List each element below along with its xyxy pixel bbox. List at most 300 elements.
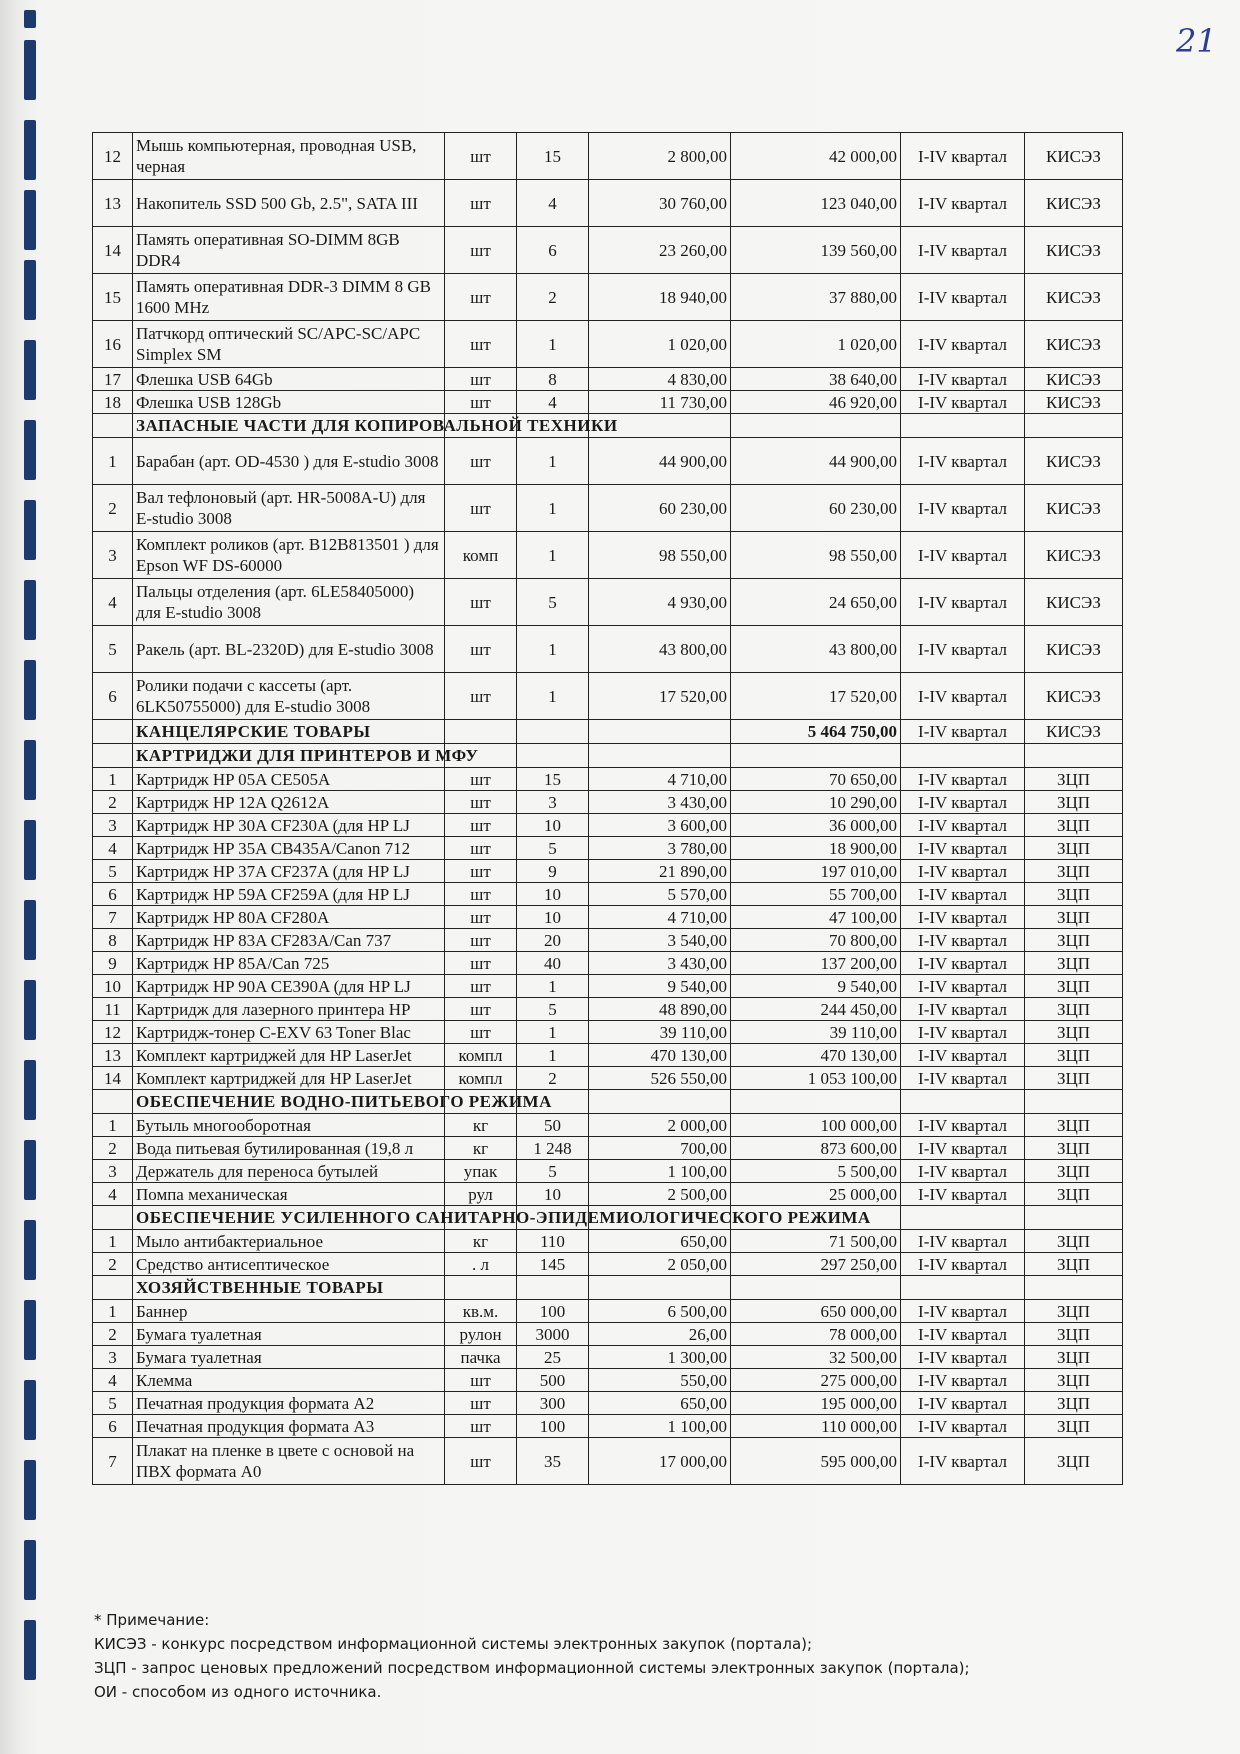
- qty-cell: 100: [517, 1300, 589, 1323]
- price-cell: 1 020,00: [589, 321, 731, 368]
- table-row: [93, 133, 1123, 180]
- row-number: 3: [93, 814, 133, 837]
- sum-cell: 197 010,00: [731, 860, 901, 883]
- price-cell: 3 600,00: [589, 814, 731, 837]
- period-cell: I-IV квартал: [901, 1323, 1025, 1346]
- qty-cell: 100: [517, 1415, 589, 1438]
- table-row: [93, 1160, 1123, 1183]
- binding-hole: [24, 1620, 36, 1680]
- method-cell: ЗЦП: [1025, 791, 1123, 814]
- method-cell: [1025, 1206, 1123, 1230]
- row-number: 12: [93, 1021, 133, 1044]
- sum-cell: 275 000,00: [731, 1369, 901, 1392]
- unit-cell: шт: [445, 791, 517, 814]
- unit-cell: шт: [445, 673, 517, 720]
- qty-cell: 3: [517, 791, 589, 814]
- method-cell: ЗЦП: [1025, 1114, 1123, 1137]
- binding-hole: [24, 40, 36, 100]
- row-number: 8: [93, 929, 133, 952]
- row-number: 7: [93, 1438, 133, 1485]
- binding-hole: [24, 10, 36, 28]
- table-row: [93, 673, 1123, 720]
- row-number: 13: [93, 1044, 133, 1067]
- table-row: [93, 998, 1123, 1021]
- method-cell: КИСЭЗ: [1025, 532, 1123, 579]
- item-name: Мышь компьютерная, проводная USB, черная: [133, 133, 445, 180]
- item-name: Бумага туалетная: [133, 1346, 445, 1369]
- sum-cell: 123 040,00: [731, 180, 901, 227]
- table-row: [93, 860, 1123, 883]
- method-cell: ЗЦП: [1025, 837, 1123, 860]
- unit-cell: шт: [445, 180, 517, 227]
- sum-cell: [731, 414, 901, 438]
- row-number: 3: [93, 1160, 133, 1183]
- qty-cell: 10: [517, 906, 589, 929]
- qty-cell: 20: [517, 929, 589, 952]
- qty-cell: 1: [517, 673, 589, 720]
- row-number: 11: [93, 998, 133, 1021]
- price-cell: 48 890,00: [589, 998, 731, 1021]
- sum-cell: 17 520,00: [731, 673, 901, 720]
- sum-cell: 1 020,00: [731, 321, 901, 368]
- binding-holes: [10, 0, 40, 1754]
- row-number: 17: [93, 368, 133, 391]
- row-number: 2: [93, 1323, 133, 1346]
- table-row: [93, 1183, 1123, 1206]
- sum-cell: 43 800,00: [731, 626, 901, 673]
- row-number: 5: [93, 860, 133, 883]
- sum-cell: 110 000,00: [731, 1415, 901, 1438]
- method-cell: ЗЦП: [1025, 768, 1123, 791]
- section-header-row: [93, 1090, 1123, 1114]
- method-cell: ЗЦП: [1025, 906, 1123, 929]
- period-cell: I-IV квартал: [901, 1137, 1025, 1160]
- row-number: 3: [93, 1346, 133, 1369]
- row-number: 1: [93, 1230, 133, 1253]
- unit-cell: шт: [445, 133, 517, 180]
- method-cell: ЗЦП: [1025, 1183, 1123, 1206]
- price-cell: 550,00: [589, 1369, 731, 1392]
- sum-cell: 32 500,00: [731, 1346, 901, 1369]
- period-cell: I-IV квартал: [901, 1160, 1025, 1183]
- qty-cell: 10: [517, 883, 589, 906]
- price-cell: 1 300,00: [589, 1346, 731, 1369]
- table-row: [93, 368, 1123, 391]
- price-cell: 17 000,00: [589, 1438, 731, 1485]
- item-name: Бутыль многооборотная: [133, 1114, 445, 1137]
- period-cell: I-IV квартал: [901, 1300, 1025, 1323]
- price-cell: [589, 1090, 731, 1114]
- price-cell: 21 890,00: [589, 860, 731, 883]
- item-name: Средство антисептическое: [133, 1253, 445, 1276]
- qty-cell: [517, 720, 589, 744]
- price-cell: 470 130,00: [589, 1044, 731, 1067]
- item-name: Бумага туалетная: [133, 1323, 445, 1346]
- section-header-row: [93, 1206, 1123, 1230]
- section-title: ОБЕСПЕЧЕНИЕ ВОДНО-ПИТЬЕВОГО РЕЖИМА: [133, 1090, 445, 1114]
- item-name: Барабан (арт. OD-4530 ) для E-studio 3008: [133, 438, 445, 485]
- section-title: ЗАПАСНЫЕ ЧАСТИ ДЛЯ КОПИРОВАЛЬНОЙ ТЕХНИКИ: [133, 414, 445, 438]
- binding-hole: [24, 340, 36, 400]
- table-row: [93, 180, 1123, 227]
- row-number: 2: [93, 1137, 133, 1160]
- method-cell: ЗЦП: [1025, 1346, 1123, 1369]
- unit-cell: шт: [445, 1369, 517, 1392]
- qty-cell: 1: [517, 1021, 589, 1044]
- qty-cell: 1: [517, 1044, 589, 1067]
- method-cell: КИСЭЗ: [1025, 626, 1123, 673]
- period-cell: [901, 744, 1025, 768]
- item-name: Картридж HP 90A CE390A (для HP LJ: [133, 975, 445, 998]
- period-cell: I-IV квартал: [901, 180, 1025, 227]
- unit-cell: пачка: [445, 1346, 517, 1369]
- row-number: 18: [93, 391, 133, 414]
- period-cell: I-IV квартал: [901, 860, 1025, 883]
- section-header-row: [93, 720, 1123, 744]
- item-name: Держатель для переноса бутылей: [133, 1160, 445, 1183]
- price-cell: 4 830,00: [589, 368, 731, 391]
- sum-cell: 36 000,00: [731, 814, 901, 837]
- table-row: [93, 1346, 1123, 1369]
- section-title: ХОЗЯЙСТВЕННЫЕ ТОВАРЫ: [133, 1276, 445, 1300]
- sum-cell: 139 560,00: [731, 227, 901, 274]
- price-cell: 2 050,00: [589, 1253, 731, 1276]
- method-cell: КИСЭЗ: [1025, 133, 1123, 180]
- qty-cell: 25: [517, 1346, 589, 1369]
- period-cell: I-IV квартал: [901, 791, 1025, 814]
- method-cell: ЗЦП: [1025, 1021, 1123, 1044]
- method-cell: ЗЦП: [1025, 998, 1123, 1021]
- binding-hole: [24, 1460, 36, 1520]
- table-row: [93, 274, 1123, 321]
- sum-cell: 42 000,00: [731, 133, 901, 180]
- unit-cell: кг: [445, 1137, 517, 1160]
- item-name: Флешка USB 64Gb: [133, 368, 445, 391]
- unit-cell: шт: [445, 391, 517, 414]
- method-cell: КИСЭЗ: [1025, 720, 1123, 744]
- unit-cell: шт: [445, 579, 517, 626]
- method-cell: КИСЭЗ: [1025, 391, 1123, 414]
- row-number: 6: [93, 673, 133, 720]
- item-name: Мыло антибактериальное: [133, 1230, 445, 1253]
- method-cell: ЗЦП: [1025, 883, 1123, 906]
- price-cell: 26,00: [589, 1323, 731, 1346]
- table-row: [93, 814, 1123, 837]
- unit-cell: шт: [445, 626, 517, 673]
- unit-cell: шт: [445, 368, 517, 391]
- note-kisez: КИСЭЗ - конкурс посредством информационной системы электронных закупок (портала);: [94, 1635, 813, 1653]
- unit-cell: шт: [445, 1415, 517, 1438]
- table-row: [93, 1415, 1123, 1438]
- period-cell: I-IV квартал: [901, 227, 1025, 274]
- unit-cell: шт: [445, 952, 517, 975]
- binding-hole: [24, 260, 36, 320]
- price-cell: 60 230,00: [589, 485, 731, 532]
- qty-cell: 15: [517, 768, 589, 791]
- table-row: [93, 906, 1123, 929]
- section-header-row: [93, 744, 1123, 768]
- price-cell: 2 800,00: [589, 133, 731, 180]
- period-cell: I-IV квартал: [901, 768, 1025, 791]
- table-row: [93, 768, 1123, 791]
- qty-cell: 8: [517, 368, 589, 391]
- table-row: [93, 975, 1123, 998]
- row-number: 14: [93, 227, 133, 274]
- period-cell: I-IV квартал: [901, 579, 1025, 626]
- section-num-cell: [93, 1206, 133, 1230]
- section-total: 5 464 750,00: [731, 720, 901, 744]
- row-number: 7: [93, 906, 133, 929]
- table-row: [93, 929, 1123, 952]
- period-cell: I-IV квартал: [901, 133, 1025, 180]
- table-row: [93, 227, 1123, 274]
- sum-cell: 470 130,00: [731, 1044, 901, 1067]
- unit-cell: шт: [445, 998, 517, 1021]
- qty-cell: [517, 1276, 589, 1300]
- item-name: Вода питьевая бутилированная (19,8 л: [133, 1137, 445, 1160]
- qty-cell: 4: [517, 180, 589, 227]
- qty-cell: 1: [517, 532, 589, 579]
- qty-cell: 6: [517, 227, 589, 274]
- period-cell: I-IV квартал: [901, 720, 1025, 744]
- table-body: [93, 133, 1123, 1485]
- sum-cell: 98 550,00: [731, 532, 901, 579]
- method-cell: ЗЦП: [1025, 1160, 1123, 1183]
- row-number: 1: [93, 438, 133, 485]
- price-cell: 3 430,00: [589, 952, 731, 975]
- sum-cell: 595 000,00: [731, 1438, 901, 1485]
- row-number: 1: [93, 1114, 133, 1137]
- row-number: 5: [93, 1392, 133, 1415]
- item-name: Комплект картриджей для HP LaserJet: [133, 1044, 445, 1067]
- method-cell: КИСЭЗ: [1025, 368, 1123, 391]
- qty-cell: 145: [517, 1253, 589, 1276]
- period-cell: I-IV квартал: [901, 1067, 1025, 1090]
- period-cell: [901, 414, 1025, 438]
- table-row: [93, 1021, 1123, 1044]
- table-row: [93, 883, 1123, 906]
- unit-cell: шт: [445, 860, 517, 883]
- item-name: Накопитель SSD 500 Gb, 2.5", SATA III: [133, 180, 445, 227]
- row-number: 4: [93, 579, 133, 626]
- method-cell: КИСЭЗ: [1025, 227, 1123, 274]
- table-row: [93, 1323, 1123, 1346]
- period-cell: I-IV квартал: [901, 321, 1025, 368]
- price-cell: 43 800,00: [589, 626, 731, 673]
- period-cell: I-IV квартал: [901, 274, 1025, 321]
- price-cell: 1 100,00: [589, 1415, 731, 1438]
- unit-cell: [445, 1276, 517, 1300]
- period-cell: I-IV квартал: [901, 906, 1025, 929]
- unit-cell: шт: [445, 485, 517, 532]
- period-cell: I-IV квартал: [901, 837, 1025, 860]
- binding-hole: [24, 580, 36, 640]
- method-cell: ЗЦП: [1025, 1300, 1123, 1323]
- table-row: [93, 391, 1123, 414]
- period-cell: I-IV квартал: [901, 1346, 1025, 1369]
- table-row: [93, 1438, 1123, 1485]
- row-number: 2: [93, 485, 133, 532]
- period-cell: I-IV квартал: [901, 998, 1025, 1021]
- row-number: 14: [93, 1067, 133, 1090]
- price-cell: 650,00: [589, 1230, 731, 1253]
- row-number: 1: [93, 1300, 133, 1323]
- section-num-cell: [93, 744, 133, 768]
- unit-cell: компл: [445, 1067, 517, 1090]
- qty-cell: 5: [517, 579, 589, 626]
- method-cell: ЗЦП: [1025, 1369, 1123, 1392]
- unit-cell: шт: [445, 768, 517, 791]
- table-row: [93, 438, 1123, 485]
- binding-hole: [24, 660, 36, 720]
- unit-cell: шт: [445, 321, 517, 368]
- period-cell: I-IV квартал: [901, 814, 1025, 837]
- table-row: [93, 485, 1123, 532]
- item-name: Картридж HP 80A CF280A: [133, 906, 445, 929]
- method-cell: ЗЦП: [1025, 1253, 1123, 1276]
- row-number: 1: [93, 768, 133, 791]
- unit-cell: кв.м.: [445, 1300, 517, 1323]
- binding-hole: [24, 1140, 36, 1200]
- item-name: Пальцы отделения (арт. 6LE58405000) для E-studio 3008: [133, 579, 445, 626]
- sum-cell: 44 900,00: [731, 438, 901, 485]
- qty-cell: 1: [517, 485, 589, 532]
- method-cell: КИСЭЗ: [1025, 438, 1123, 485]
- binding-hole: [24, 420, 36, 480]
- price-cell: 4 930,00: [589, 579, 731, 626]
- price-cell: 3 430,00: [589, 791, 731, 814]
- table-row: [93, 532, 1123, 579]
- qty-cell: 3000: [517, 1323, 589, 1346]
- item-name: Картридж HP 30A CF230A (для HP LJ: [133, 814, 445, 837]
- method-cell: [1025, 414, 1123, 438]
- unit-cell: упак: [445, 1160, 517, 1183]
- qty-cell: 1: [517, 321, 589, 368]
- row-number: 2: [93, 1253, 133, 1276]
- price-cell: 6 500,00: [589, 1300, 731, 1323]
- sum-cell: 18 900,00: [731, 837, 901, 860]
- item-name: Картридж HP 12A Q2612A: [133, 791, 445, 814]
- section-header-row: [93, 414, 1123, 438]
- period-cell: I-IV квартал: [901, 532, 1025, 579]
- item-name: Печатная продукция формата А3: [133, 1415, 445, 1438]
- price-cell: [589, 1276, 731, 1300]
- unit-cell: компл: [445, 1044, 517, 1067]
- binding-hole: [24, 500, 36, 560]
- method-cell: ЗЦП: [1025, 1438, 1123, 1485]
- method-cell: ЗЦП: [1025, 1415, 1123, 1438]
- unit-cell: шт: [445, 929, 517, 952]
- method-cell: КИСЭЗ: [1025, 485, 1123, 532]
- method-cell: КИСЭЗ: [1025, 321, 1123, 368]
- item-name: Печатная продукция формата А2: [133, 1392, 445, 1415]
- period-cell: I-IV квартал: [901, 673, 1025, 720]
- sum-cell: 46 920,00: [731, 391, 901, 414]
- sum-cell: 195 000,00: [731, 1392, 901, 1415]
- binding-hole: [24, 190, 36, 250]
- sum-cell: 873 600,00: [731, 1137, 901, 1160]
- price-cell: 526 550,00: [589, 1067, 731, 1090]
- sum-cell: 100 000,00: [731, 1114, 901, 1137]
- sum-cell: 24 650,00: [731, 579, 901, 626]
- price-cell: 1 100,00: [589, 1160, 731, 1183]
- unit-cell: шт: [445, 274, 517, 321]
- period-cell: I-IV квартал: [901, 952, 1025, 975]
- footnotes: [94, 1608, 970, 1704]
- item-name: Картридж HP 83A CF283A/Can 737: [133, 929, 445, 952]
- method-cell: ЗЦП: [1025, 860, 1123, 883]
- binding-hole: [24, 1060, 36, 1120]
- unit-cell: шт: [445, 975, 517, 998]
- table-row: [93, 791, 1123, 814]
- price-cell: 23 260,00: [589, 227, 731, 274]
- binding-hole: [24, 980, 36, 1040]
- unit-cell: кг: [445, 1114, 517, 1137]
- table-row: [93, 579, 1123, 626]
- qty-cell: 1 248: [517, 1137, 589, 1160]
- binding-hole: [24, 120, 36, 180]
- qty-cell: 15: [517, 133, 589, 180]
- table-row: [93, 1230, 1123, 1253]
- item-name: Комплект картриджей для HP LaserJet: [133, 1067, 445, 1090]
- unit-cell: шт: [445, 438, 517, 485]
- unit-cell: . л: [445, 1253, 517, 1276]
- qty-cell: 2: [517, 274, 589, 321]
- qty-cell: 5: [517, 1160, 589, 1183]
- unit-cell: шт: [445, 1021, 517, 1044]
- unit-cell: кг: [445, 1230, 517, 1253]
- sum-cell: 244 450,00: [731, 998, 901, 1021]
- price-cell: 5 570,00: [589, 883, 731, 906]
- note-zcp: ЗЦП - запрос ценовых предложений посредством информационной системы электронных закупок (портала);: [94, 1659, 970, 1677]
- sum-cell: 78 000,00: [731, 1323, 901, 1346]
- period-cell: [901, 1090, 1025, 1114]
- period-cell: I-IV квартал: [901, 626, 1025, 673]
- item-name: Помпа механическая: [133, 1183, 445, 1206]
- period-cell: I-IV квартал: [901, 1415, 1025, 1438]
- method-cell: КИСЭЗ: [1025, 274, 1123, 321]
- price-cell: 700,00: [589, 1137, 731, 1160]
- method-cell: ЗЦП: [1025, 1137, 1123, 1160]
- unit-cell: комп: [445, 532, 517, 579]
- table-row: [93, 1392, 1123, 1415]
- table-row: [93, 1253, 1123, 1276]
- qty-cell: 2: [517, 1067, 589, 1090]
- unit-cell: шт: [445, 227, 517, 274]
- row-number: 16: [93, 321, 133, 368]
- sum-cell: 47 100,00: [731, 906, 901, 929]
- row-number: 13: [93, 180, 133, 227]
- period-cell: I-IV квартал: [901, 883, 1025, 906]
- binding-hole: [24, 820, 36, 880]
- price-cell: 18 940,00: [589, 274, 731, 321]
- table-row: [93, 837, 1123, 860]
- row-number: 4: [93, 1183, 133, 1206]
- row-number: 2: [93, 791, 133, 814]
- method-cell: КИСЭЗ: [1025, 673, 1123, 720]
- item-name: Память оперативная SO-DIMM 8GB DDR4: [133, 227, 445, 274]
- unit-cell: шт: [445, 837, 517, 860]
- qty-cell: 9: [517, 860, 589, 883]
- section-title: КАНЦЕЛЯРСКИЕ ТОВАРЫ: [133, 720, 445, 744]
- binding-hole: [24, 740, 36, 800]
- row-number: 4: [93, 837, 133, 860]
- binding-hole: [24, 1380, 36, 1440]
- item-name: Баннер: [133, 1300, 445, 1323]
- price-cell: 650,00: [589, 1392, 731, 1415]
- row-number: 9: [93, 952, 133, 975]
- price-cell: 9 540,00: [589, 975, 731, 998]
